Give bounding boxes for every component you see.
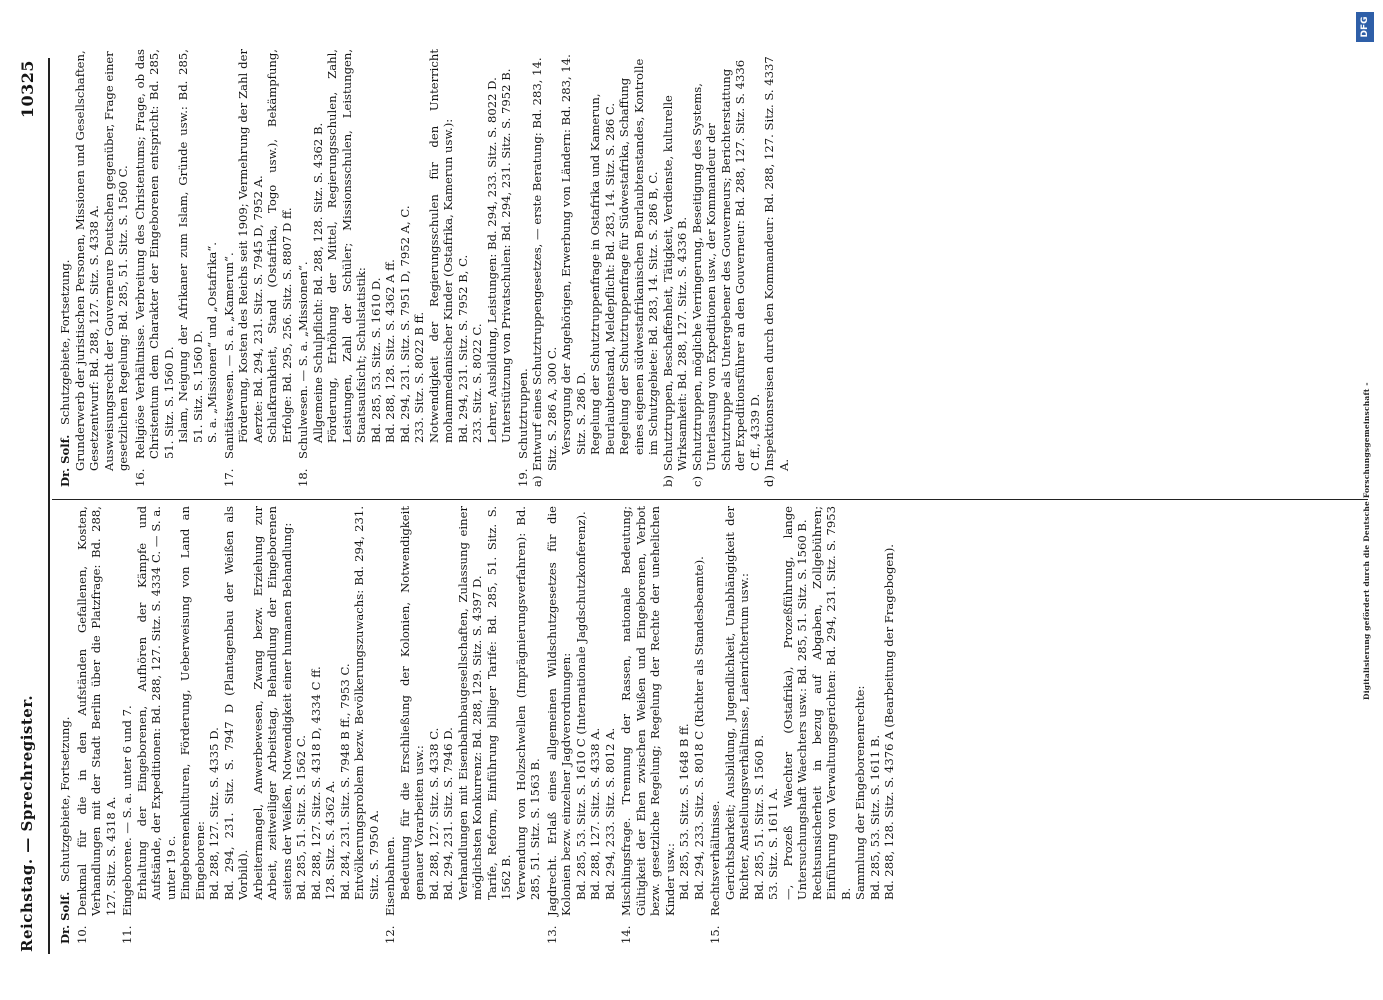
entry-line: Eingeborene. — S. a. unter 6 und 7.	[120, 705, 134, 916]
entry-line: S. a. „Missionen“ und „Ostafrika“.	[205, 242, 219, 443]
entry-line: Ausweisungsrecht der Gouverneure Deutschen gegenüber, Frage einer gesetzlichen Regelung: Bd. 285, 51. Sitz. S. 1560 C.	[101, 51, 130, 471]
entry-line: Regelung der Schutztruppenfrage in Ostafrika und Kamerun, Beurlaubtenstand, Meldepflicht: Bd. 283, 14. Sitz. S. 286 C.	[588, 93, 617, 455]
subentry-letter: c)	[689, 475, 704, 487]
entry-number: 15.	[708, 925, 722, 944]
entry-line: Versorgung der Angehörigen, Erwerbung von Ländern: Bd. 283, 14. Sitz. S. 286 D.	[559, 54, 588, 455]
entry-line: Sammlung der Eingeborenenrechte:	[853, 685, 867, 900]
entry-line: Verhandlungen mit Eisenbahnbaugesellschaften, Zulassung einer möglichsten Konkurrenz: Bd. 288, 129. Sitz. S. 4397 D.	[455, 506, 484, 900]
subentry-body	[762, 49, 791, 471]
entry-line: Bd. 294, 231. Sitz. S. 7946 D.	[441, 727, 455, 900]
entry-line: Notwendigkeit der Regierungsschulen für den Unterricht mohammedanischer Kinder (Ostafrika, Kamerun usw.):	[426, 49, 455, 443]
entry-list	[133, 49, 531, 487]
entry-number: 19.	[515, 468, 530, 487]
preamble	[73, 49, 131, 487]
register-entry	[708, 506, 897, 944]
entry-line: Bd. 285, 53. Sitz. S. 1610 D.	[368, 277, 383, 443]
entry-line: Bd. 288, 127. Sitz. S. 4338 C.	[426, 727, 441, 900]
entry-line: Grunderwerb der juristischen Personen, Missionen und Gesellschaften, Gesetzentwurf: Bd. 288, 127. Sitz. S. 4338 A.	[72, 50, 101, 471]
page-header	[8, 0, 48, 1000]
entry-line: Bd. 285, 53. Sitz. S. 1611 B.	[867, 734, 882, 900]
register-entry	[120, 506, 381, 944]
entry-line: Gerichtsbarkeit; Ausbildung, Jugendlichkeit, Unabhängigkeit der Richter, Anstellungsverhältnisse, Laienrichtertum usw.:	[722, 506, 751, 900]
running-head: Reichstag. — Sprechregister.	[18, 694, 36, 952]
subentry-body	[530, 49, 661, 471]
entry-line: Bd. 284, 231. Sitz. S. 7948 B ff., 7953 C.	[337, 663, 352, 900]
entry-line: Inspektionsreisen durch den Kommandeur: Bd. 288, 127. Sitz. S. 4337 A.	[762, 56, 791, 471]
entry-number: 17.	[221, 468, 236, 487]
entry-line: Entvölkerungsproblem bezw. Bevölkerungszuwachs: Bd. 294, 231. Sitz. S. 7950 A.	[352, 506, 381, 900]
entry-line: Religiöse Verhältnisse. Verbreitung des Christentums; Frage, ob das Christentum dem Charakter der Eingeborenen entspricht: Bd. 285, 51. Sitz. S. 1560 D.	[132, 49, 176, 459]
entry-line: Islam, Neigung der Afrikaner zum Islam, Gründe usw.: Bd. 285, 51. Sitz. S. 1560 D.	[176, 49, 205, 443]
entry-line: Schutztruppen, mögliche Verringerung, Beseitigung des Systems, Unterlassung von Expeditionen usw., der Kommandeur der Schutztruppe als Untergebener des Gouverneurs; Berichterstattung der Expeditionsführer an den Gouverneur: Bd. 288, 127. Sitz. S. 4336 C ff., 4339 D.	[689, 59, 762, 471]
entry-line: Schutztruppen, Beschaffenheit, Tätigkeit, Verdienste, kulturelle Wirksamkeit: Bd. 288, 127. Sitz. S. 4336 B.	[660, 95, 689, 471]
column-divider	[52, 499, 1368, 500]
register-entry	[383, 506, 543, 944]
entry-body	[222, 49, 295, 459]
entry-line: Rechtsunsicherheit in bezug auf Abgaben, Zollgebühren; Einführung von Verwaltungsgerichten: Bd. 294, 231. Sitz. S. 7953 B.	[809, 506, 853, 900]
speaker-name: Dr. Solf.	[58, 434, 72, 487]
subentry-list	[530, 49, 791, 487]
entry-number: 10.	[74, 925, 89, 944]
entry-line: Tarife, Reform, Einführung billiger Tarife: Bd. 285, 51. Sitz. S. 1562 B.	[484, 506, 513, 900]
entry-line: Bd. 285, 51. Sitz. S. 1562 C.	[294, 735, 308, 900]
entry-line: Bd. 294, 231. Sitz. S. 7947 D (Plantagenbau der Weißen als Vorbild).	[221, 506, 250, 900]
right-column	[58, 49, 791, 487]
entry-line: Förderung, Kosten des Reichs seit 1909; Vermehrung der Zahl der Aerzte: Bd. 294, 231. Sitz. S. 7945 D, 7952 A.	[236, 49, 265, 443]
dfg-logo: DFG	[1356, 12, 1374, 42]
entry-line: Bd. 288, 127. Sitz. S. 4335 D.	[207, 727, 221, 900]
register-subentry	[530, 49, 661, 487]
entry-number: 12.	[383, 925, 397, 944]
entry-line: Bd. 288, 127. Sitz. S. 4318 D, 4334 C ff.	[308, 666, 323, 900]
entry-line: Bd. 288, 127. Sitz. S. 4338 A.	[588, 727, 602, 900]
entry-body	[75, 506, 119, 916]
register-entry	[296, 49, 514, 487]
entry-line: 128. Sitz. S. 4362 A.	[323, 780, 337, 900]
entry-line: —, Prozeß Waechter (Ostafrika), Prozeßführung, lange Untersuchungshaft Waechters usw.: Bd. 285, 51. Sitz. S. 1560 B.	[780, 506, 809, 900]
header-rule	[48, 58, 50, 954]
register-subentry	[762, 49, 791, 487]
entry-number: 11.	[120, 925, 134, 944]
entry-body	[619, 506, 706, 916]
subentry-letter: b)	[660, 475, 675, 487]
entry-line: Bd. 288, 128. Sitz. S. 4376 A (Bearbeitung der Fragebogen).	[882, 544, 896, 900]
left-column	[58, 506, 897, 944]
entry-line: 53. Sitz. S. 1611 A.	[766, 787, 780, 900]
entry-line: Rechtsverhältnisse.	[708, 800, 722, 916]
entry-line: Jagdrecht. Erlaß eines allgemeinen Wildschutzgesetzes für die Kolonien bezw. einzelner Jagdverordnungen:	[544, 506, 573, 916]
entry-line: Bd. 294, 231. Sitz. S. 7951 D, 7952 A, C.	[397, 205, 412, 443]
entry-line: 233. Sitz. S. 8022 B ff.	[412, 311, 426, 443]
entry-line: Eisenbahnen.	[383, 836, 397, 916]
subentry-body	[661, 49, 690, 471]
entry-line: Bd. 288, 128. Sitz. S. 4362 A ff.	[383, 259, 397, 443]
subentry-letter: a)	[530, 475, 544, 487]
entry-line: Bd. 294, 231. Sitz. S. 7952 B, C.	[455, 254, 470, 443]
entry-line: Bd. 285, 51. Sitz. S. 1560 B.	[751, 734, 766, 900]
register-subentry	[661, 49, 690, 487]
entry-body	[545, 506, 618, 916]
entry-line: Mischlingsfrage. Trennung der Rassen, nationale Bedeutung; Gültigkeit der Ehen zwischen Weißen und Eingeborenen, Verbot bezw. gesetzliche Regelung; Regelung der Rechte der unehelichen Kinder usw.:	[619, 506, 677, 916]
entry-number: 13.	[544, 925, 559, 944]
entry-line: Erhaltung der Eingeborenen, Aufhören der Kämpfe und Aufstände, der Expeditionen: Bd. 288, 127. Sitz. S. 4334 C. — S. a. unter 19 c.	[134, 506, 178, 900]
entry-body	[383, 506, 543, 916]
subentry-letter: d)	[762, 475, 776, 487]
entry-number: 14.	[619, 925, 633, 944]
topic-continuation: Schutzgebiete, Fortsetzung.	[58, 716, 72, 883]
entry-body	[133, 49, 220, 459]
entry-line: Verwendung von Holzschwellen (Imprägnierungsverfahren): Bd. 285, 51. Sitz. S. 1563 B.	[513, 506, 542, 900]
register-entry	[133, 49, 220, 487]
entry-line: Denkmal für die in den Aufständen Gefallenen, Kosten, Verhandlungen mit der Stadt Berlin über die Platzfrage: Bd. 288, 127. Sitz. S. 4318 A.	[74, 506, 118, 916]
register-entry	[545, 506, 618, 944]
entry-line: Schulwesen. — S. a. „Missionen“.	[296, 261, 310, 459]
entry-line: Förderung, Erhöhung der Mittel, Regierungsschulen, Zahl, Leistungen, Zahl der Schüler; Missionsschulen, Leistungen, Staatsaufsicht; Schulstatistik:	[325, 49, 368, 443]
speaker-name: Dr. Solf.	[58, 891, 72, 944]
entry-line: Regelung der Schutztruppenfrage für Südwestafrika, Schaffung eines eigenen südwestafrikanischen Beurlaubtenstandes, Kontrolle im Schutzgebiete: Bd. 283, 14. Sitz. S. 286 B, C.	[617, 58, 660, 455]
entry-line: Allgemeine Schulpflicht: Bd. 288, 128. Sitz. S. 4362 B.	[310, 122, 325, 443]
entry-line: Bedeutung für die Erschließung der Kolonien, Notwendigkeit genauer Vorarbeiten usw.:	[397, 506, 426, 900]
register-entry	[222, 49, 295, 487]
entry-line: Bd. 285, 53. Sitz. S. 1648 B ff.	[677, 723, 691, 900]
register-subentry	[690, 49, 763, 487]
register-entry	[75, 506, 119, 944]
page-number: 10325	[18, 60, 37, 119]
register-entry	[516, 49, 531, 487]
entry-number: 16.	[132, 468, 147, 487]
digitization-credit: Digitalisierung gefördert durch die Deutsche Forschungsgemeinschaft -	[1362, 382, 1371, 700]
entry-body	[296, 49, 514, 459]
topic-continuation: Schutzgebiete, Fortsetzung.	[58, 259, 72, 426]
entry-body	[120, 506, 381, 916]
entry-line: 233. Sitz. S. 8022 C.	[470, 323, 484, 443]
entry-line: Eingeborenenkulturen, Förderung, Ueberweisung von Land an Eingeborene:	[178, 506, 207, 900]
entry-line: Unterstützung von Privatschulen: Bd. 294, 231. Sitz. S. 7952 B.	[499, 68, 513, 443]
entry-line: Lehrer, Ausbildung, Leistungen: Bd. 294, 233. Sitz. S. 8022 D.	[484, 77, 499, 443]
register-entry	[619, 506, 706, 944]
entry-number: 18.	[296, 468, 310, 487]
entry-body	[708, 506, 897, 916]
subentry-body	[690, 49, 763, 471]
entry-list	[75, 506, 897, 944]
entry-line: Sanitätswesen. — S. a. „Kamerun“.	[221, 252, 236, 459]
entry-line: Bd. 285, 53. Sitz. S. 1610 C (Internationale Jagdschutzkonferenz).	[573, 511, 588, 900]
entry-line: Schutztruppen.	[515, 368, 530, 459]
entry-line: Arbeitermangel, Anwerbewesen, Zwang bezw. Erziehung zur Arbeit, zeitweiliger Arbeitstag, Behandlung der Eingeborenen seitens der Weißen, Notwendigkeit einer humanen Behandlung:	[250, 506, 294, 900]
entry-line: Schlafkrankheit, Stand (Ostafrika, Togo usw.), Bekämpfung, Erfolge: Bd. 295, 256. Sitz. S. 8807 D ff.	[265, 49, 294, 443]
entry-body	[516, 49, 531, 459]
entry-line: Entwurf eines Schutztruppengesetzes, — erste Beratung: Bd. 283, 14. Sitz. S. 286 A, 300 C.	[530, 57, 559, 471]
entry-line: Bd. 294, 233. Sitz. S. 8012 A.	[602, 727, 617, 900]
entry-line: Bd. 294, 233. Sitz. S. 8018 C (Richter als Standesbeamte).	[691, 556, 706, 900]
